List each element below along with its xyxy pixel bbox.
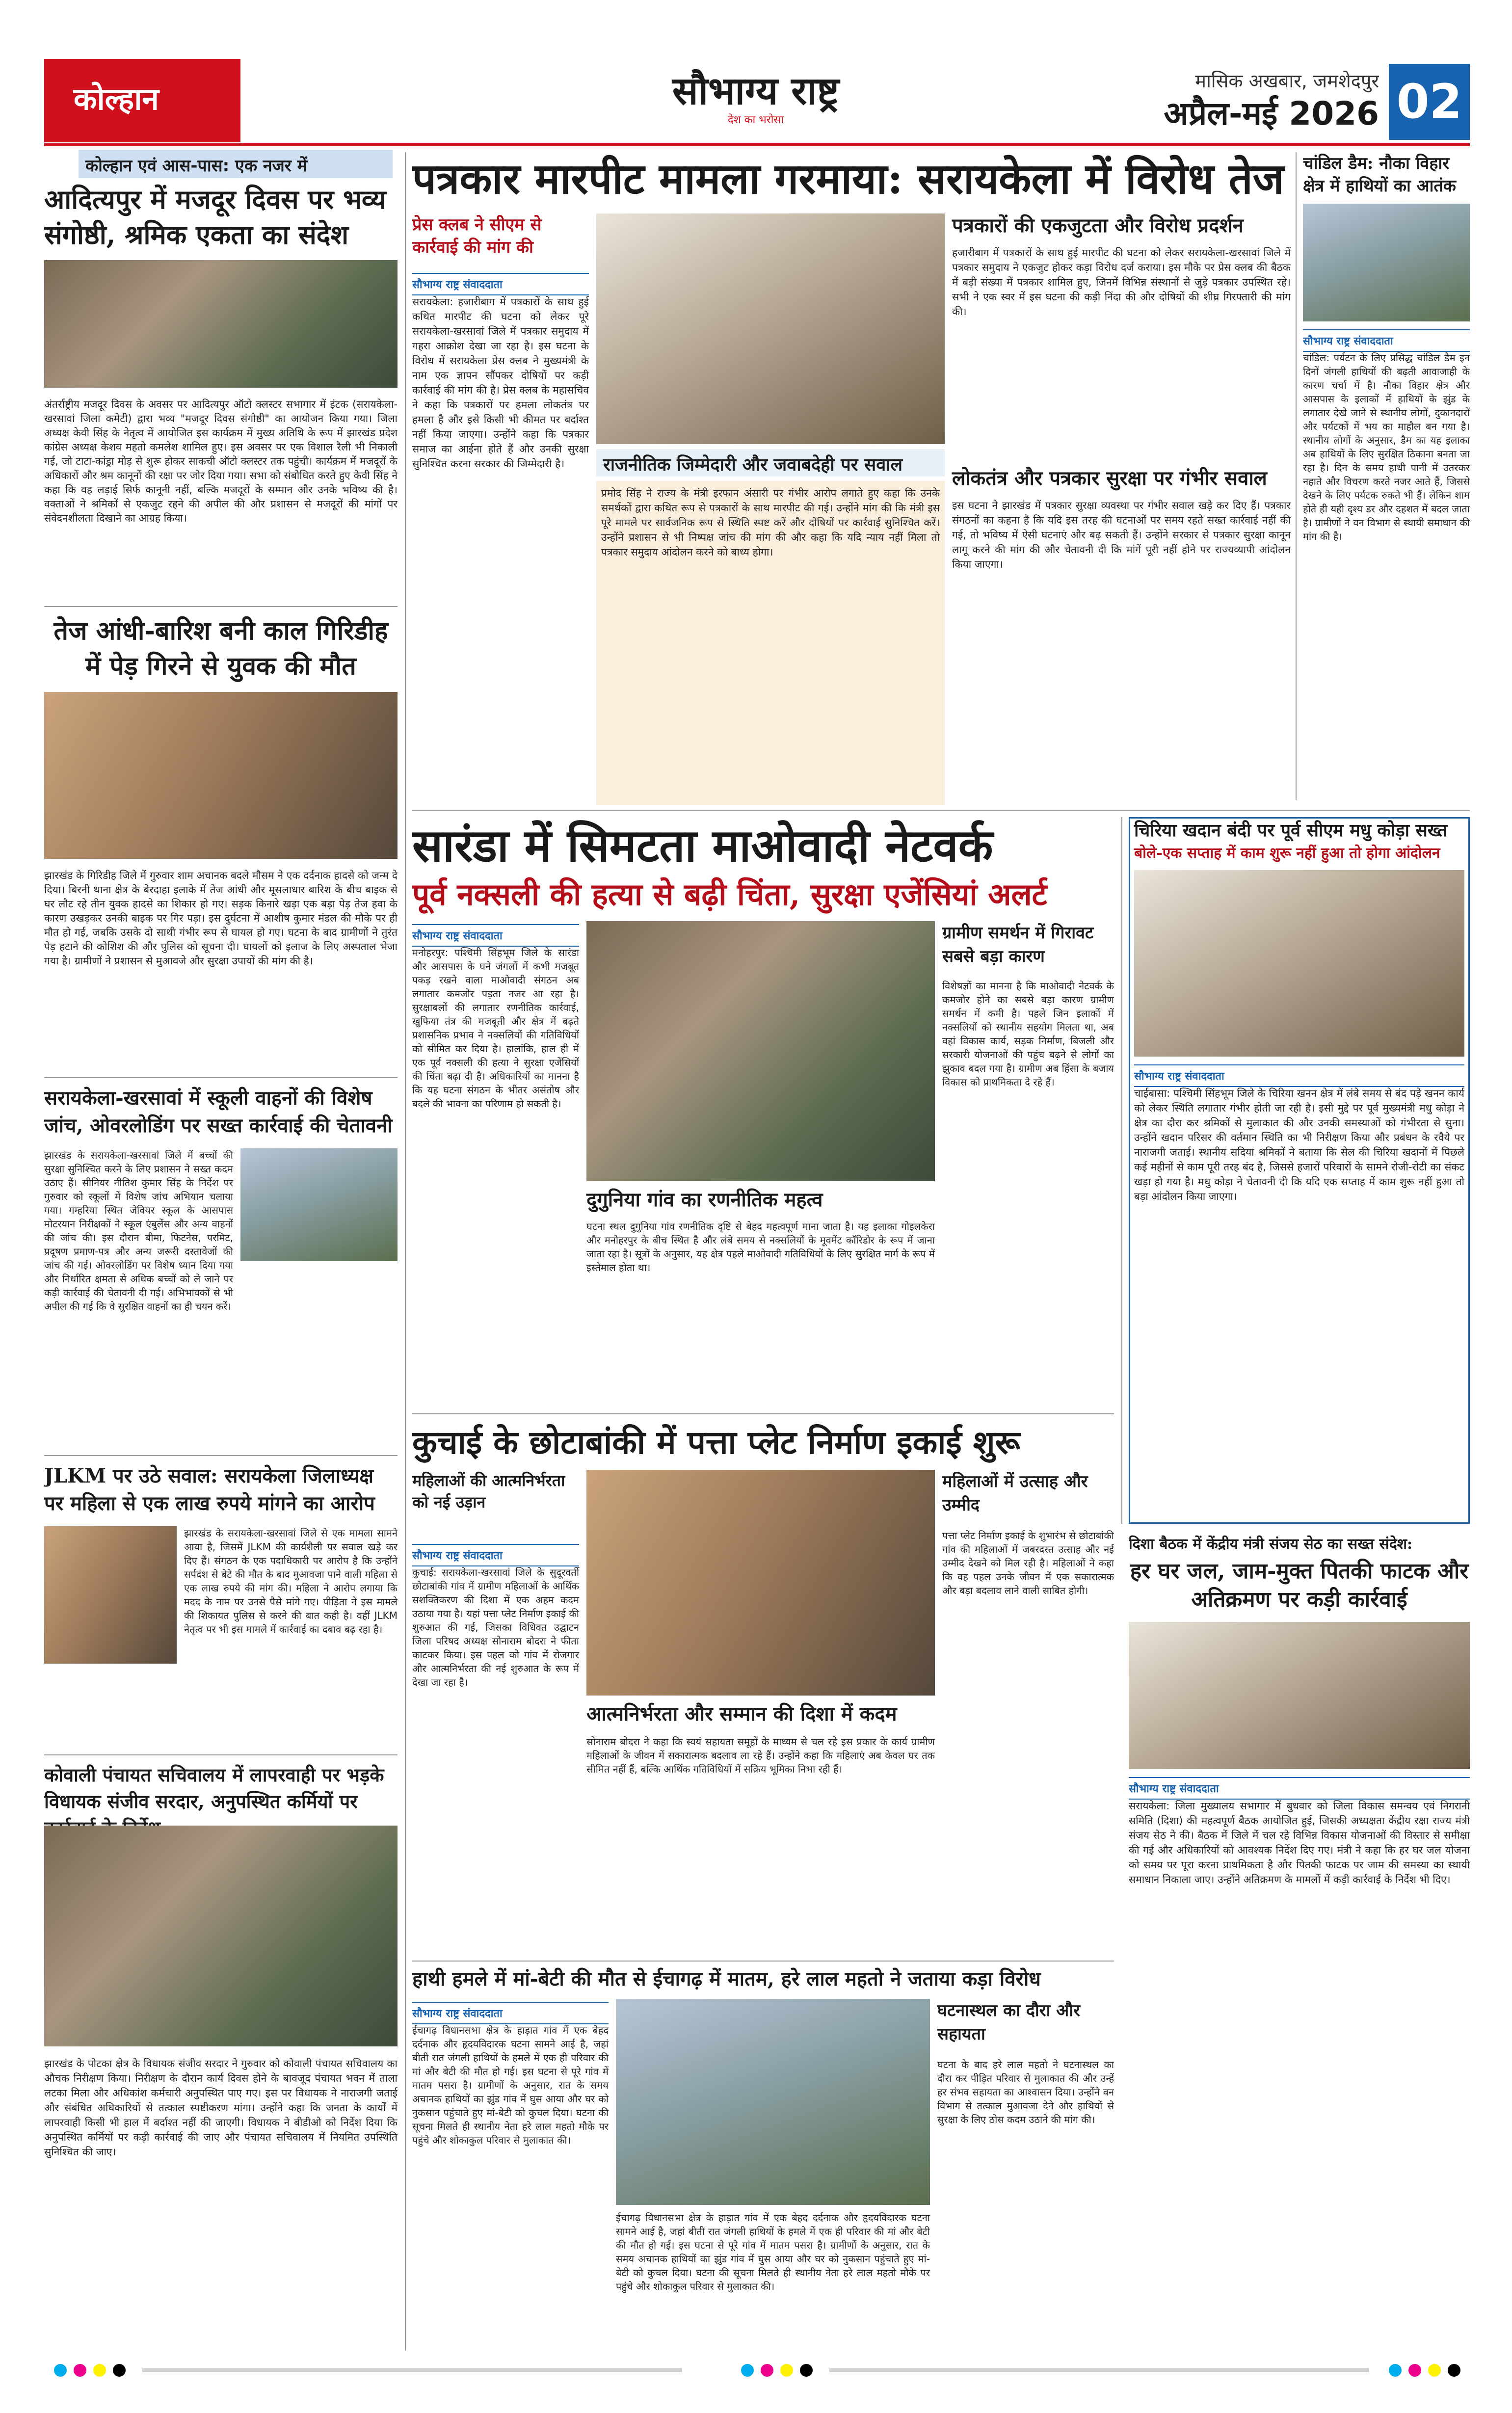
divider bbox=[412, 810, 1470, 811]
registration-dot bbox=[74, 2364, 86, 2377]
masthead-rule bbox=[44, 143, 1470, 146]
kuchai-kicker: महिलाओं की आत्मनिर्भरता को नई उड़ान bbox=[412, 1471, 565, 1511]
maoist-headline: सारंडा में सिमटता माओवादी नेटवर्क bbox=[412, 819, 993, 872]
labour-article bbox=[44, 182, 398, 604]
chiriya-headline: चिरिया खदान बंदी पर पूर्व सीएम मधु कोड़ा सख्त bbox=[1134, 820, 1448, 841]
jlkm-headline: JLKM पर उठे सवाल: सरायकेला जिलाध्यक्ष पर महिला से एक लाख रुपये मांगने का आरोप bbox=[44, 1464, 375, 1515]
school-body: झारखंड के सरायकेला-खरसावां जिले में बच्चों की सुरक्षा सुनिश्चित करने के लिए प्रशासन ने सख्त कदम उठाए हैं। सीनियर नीतिश कुमार सिंह के निर्देश पर गुरुवार को स्कूलों में विशेष जांच अभियान चलाया गया। गम्हरिया स्थित जेवियर स्कूल के आसपास मोटरयान निरीक्षकों ने स्कूल एंबुलेंस और अन्य वाहनों की जांच की। इस दौरान बीमा, फिटनेस, परमिट, प्रदूषण प्रमाण-पत्र और अन्य जरूरी दस्तावेजों की जांच की गई। ओवरलोडिंग पर विशेष ध्यान दिया गया और निर्धारित क्षमता से अधिक बच्चों को ले जाने पर कड़ी कार्रवाई की चेतावनी दी गई। अभिभावकों से भी अपील की गई कि वे सुरक्षित वाहनों का ही चयन करें। bbox=[44, 1149, 233, 1312]
kuchai-headline: कुचाई के छोटाबांकी में पत्ता प्लेट निर्माण इकाई शुरू bbox=[412, 1423, 1020, 1461]
ichagarh-article bbox=[412, 1965, 1114, 2348]
maoist-sub1-body: घटना स्थल दुगुनिया गांव रणनीतिक दृष्टि से बेहद महत्वपूर्ण माना जाता है। यह इलाका गोइलकेरा और मनोहरपुर के बीच स्थित है और लंबे समय से नक्सलियों के मूवमेंट कॉरिडोर के रूप में जाना जाता रहा है। सूत्रों के अनुसार, यह क्षेत्र पहले माओवादी गतिविधियों के लिए सुरक्षित मार्ग के रूप में इस्तेमाल होता था। bbox=[586, 1220, 935, 1273]
press-photo bbox=[596, 213, 945, 444]
jlkm-photo bbox=[44, 1526, 177, 1664]
registration-dot bbox=[1428, 2364, 1441, 2377]
maoist-photo bbox=[586, 921, 935, 1181]
registration-strip bbox=[142, 2368, 682, 2372]
kuchai-sub1-body: सोनाराम बोदरा ने कहा कि स्वयं सहायता समूहों के माध्यम से चल रहे इस प्रकार के कार्य ग्रामीण महिलाओं के जीवन में सकारात्मक बदलाव ला रहे हैं। उन्होंने कहा कि महिलाएं अब केवल घर तक सीमित नहीं हैं, बल्कि आर्थिक गतिविधियों में सक्रिय भूमिका निभा रही हैं। bbox=[586, 1736, 935, 1775]
storm-body: झारखंड के गिरिडीह जिले में गुरुवार शाम अचानक बदले मौसम ने एक दर्दनाक हादसे को जन्म दे दिया। बिरनी थाना क्षेत्र के बेरदाहा इलाके में तेज आंधी और मूसलाधार बारिश के बीच बाइक से घर लौट रहे तीन युवक हादसे का शिकार हो गए। सड़क किनारे खड़ा एक बड़ा पेड़ तेज हवा के कारण उखड़कर उनकी बाइक पर गिर पड़ा। इस दुर्घटना में आशीष कुमार मंडल की मौके पर ही मौत हो गई, जबकि उसके दो साथी गंभीर रूप से घायल हो गए। घटना के बाद ग्रामीणों ने तुरंत पेड़ हटाने की कोशिश की और पुलिस को सूचना दी। घायलों को इलाज के लिए अस्पताल भेजा गया है। ग्रामीणों ने प्रशासन से मुआवजे और सुरक्षा उपायों की मांग की है। bbox=[44, 870, 398, 967]
kuchai-body: कुचाई: सरायकेला-खरसावां जिले के सुदूरवर्ती छोटाबांकी गांव में ग्रामीण महिलाओं के आर्थिक सशक्तिकरण की दिशा में एक अहम कदम उठाया गया है। यहां पत्ता प्लेट निर्माण इकाई की शुरुआत की गई, जिसका विधिवत उद्घाटन जिला परिषद अध्यक्ष सोनाराम बोदरा ने फीता काटकर किया। इस पहल को गांव में रोजगार और आत्मनिर्भरता की नई शुरुआत के रूप में देखा जा रहा है। bbox=[412, 1566, 579, 1688]
kowali-body: झारखंड के पोटका क्षेत्र के विधायक संजीव सरदार ने गुरुवार को कोवाली पंचायत सचिवालय का औचक निरीक्षण किया। निरीक्षण के दौरान कार्य दिवस होने के बावजूद पंचायत भवन में ताला लटका मिला और अधिकांश कर्मचारी अनुपस्थित पाए गए। इस पर विधायक ने नाराजगी जताई और संबंधित अधिकारियों से तत्काल स्पष्टीकरण मांगा। उन्होंने कहा कि जनता के कार्यों में लापरवाही किसी भी हाल में बर्दाश्त नहीं की जाएगी। विधायक ने बीडीओ को निर्देश दिया कि अनुपस्थित कर्मियों पर कड़ी कार्रवाई की जाए और पंचायत सचिवालय में नियमित उपस्थिति सुनिश्चित की जाए। bbox=[44, 2058, 398, 2158]
column-divider bbox=[1121, 817, 1122, 1524]
registration-dot bbox=[741, 2364, 754, 2377]
labour-photo bbox=[44, 260, 398, 388]
press-kicker: प्रेस क्लब ने सीएम से कार्रवाई की मांग की bbox=[412, 215, 542, 257]
section-tag: कोल्हान bbox=[44, 59, 240, 142]
ichagarh-headline: हाथी हमले में मां-बेटी की मौत से ईचागढ़ में मातम, हरे लाल महतो ने जताया कड़ा विरोध bbox=[412, 1967, 1041, 1990]
labour-body: अंतर्राष्ट्रीय मजदूर दिवस के अवसर पर आदित्यपुर ऑटो क्लस्टर सभागार में इंटक (सरायकेला-खरसावां जिला कमेटी) द्वारा भव्य "मजदूर दिवस संगोष्ठी" का आयोजन किया गया। जिला अध्यक्ष केवी सिंह के नेतृत्व में आयोजित इस कार्यक्रम में मुख्य अतिथि के रूप में झारखंड प्रदेश कांग्रेस अध्यक्ष केशव महतो कमलेश शामिल हुए। इस अवसर पर एक विशाल रैली भी निकाली गई, जो टाटा-कांड्रा मोड़ से शुरू होकर साकची ऑटो क्लस्टर तक पहुंची। कार्यक्रम में मजदूरों के अधिकारों और श्रम कानूनों की रक्षा पर जोर दिया गया। सभा को संबोधित करते हुए केवी सिंह ने कहा कि वह लड़ाई सिर्फ कानूनी नहीं, बल्कि मजदूरों के सम्मान और उनके भविष्य की है। वक्ताओं ने श्रमिकों से एकजुट रहने की अपील की और प्रशासन से मजदूरों की मांगों पर संवेदनशीलता दिखाने का आग्रह किया। bbox=[44, 398, 398, 524]
ichagarh-body: ईचागढ़ विधानसभा क्षेत्र के हाड़ात गांव में एक बेहद दर्दनाक और हृदयविदारक घटना सामने आई है, जहां बीती रात जंगली हाथियों के हमले में एक ही परिवार की मां और बेटी की मौत हो गई। इस घटना से पूरे गांव में मातम पसरा है। ग्रामीणों के अनुसार, रात के समय अचानक हाथियों का झुंड गांव में घुस आया और घर को नुकसान पहुंचाते हुए मां-बेटी को कुचल दिया। घटना की सूचना मिलते ही स्थानीय नेता हरे लाल महतो मौके पर पहुंचे और शोकाकुल परिवार से मुलाकात की। bbox=[412, 2024, 609, 2146]
ichagarh-sub1-body: घटना के बाद हरे लाल महतो ने घटनास्थल का दौरा कर पीड़ित परिवार से मुलाकात की और उन्हें हर संभव सहायता का आश्वासन दिया। उन्होंने वन विभाग से तत्काल मुआवजा देने और हाथियों से सुरक्षा के लिए ठोस कदम उठाने की मांग की। bbox=[937, 2059, 1114, 2125]
divider bbox=[412, 1961, 1114, 1962]
kowali-article bbox=[44, 1762, 398, 2346]
disha-article bbox=[1129, 1534, 1470, 2348]
print-registration-bar bbox=[44, 2356, 1470, 2385]
school-headline: सरायकेला-खरसावां में स्कूली वाहनों की विशेष जांच, ओवरलोडिंग पर सख्त कार्रवाई की चेतावनी bbox=[44, 1087, 393, 1137]
storm-headline: तेज आंधी-बारिश बनी काल गिरिडीह में पेड़ गिरने से युवक की मौत bbox=[53, 616, 388, 681]
edition-label: मासिक अखबार, जमशेदपुर bbox=[1195, 70, 1379, 92]
disha-photo bbox=[1129, 1622, 1470, 1769]
divider bbox=[44, 1455, 398, 1456]
logo-text: सौभाग्य राष्ट्र bbox=[672, 69, 839, 113]
chandil-byline: सौभाग्य राष्ट्र संवाददाता bbox=[1303, 329, 1470, 352]
ichagarh-byline: सौभाग्य राष्ट्र संवाददाता bbox=[412, 2002, 609, 2024]
chiriya-photo bbox=[1134, 870, 1464, 1057]
chandil-article bbox=[1303, 152, 1470, 800]
ichagarh-sub1-heading: घटनास्थल का दौरा और सहायता bbox=[937, 2001, 1080, 2044]
registration-dot bbox=[1408, 2364, 1421, 2377]
school-photo bbox=[240, 1148, 398, 1261]
registration-dot bbox=[1448, 2364, 1460, 2377]
registration-dot bbox=[800, 2364, 813, 2377]
school-article bbox=[44, 1085, 398, 1453]
kuchai-sub2-heading: महिलाओं में उत्साह और उम्मीद bbox=[942, 1472, 1088, 1515]
registration-dot bbox=[54, 2364, 67, 2377]
kuchai-sub1-heading: आत्मनिर्भरता और सम्मान की दिशा में कदम bbox=[586, 1702, 897, 1725]
disha-body: सरायकेला: जिला मुख्यालय सभागार में बुधवार को जिला विकास समन्वय एवं निगरानी समिति (दिशा) की महत्वपूर्ण बैठक आयोजित हुई, जिसकी अध्यक्षता केंद्रीय रक्षा राज्य मंत्री संजय सेठ ने की। बैठक में जिले में चल रहे विभिन्न विकास योजनाओं की विस्तार से समीक्षा की गई और अधिकारियों को आवश्यक निर्देश दिए गए। मंत्री ने कहा कि हर घर जल योजना को समय पर पूरा करना प्राथमिकता है और पितकी फाटक पर जाम की समस्या का स्थायी समाधान निकाला जाए। उन्होंने अतिक्रमण के मामलों में कड़ी कार्रवाई के निर्देश भी दिए। bbox=[1129, 1800, 1470, 1885]
press-article bbox=[412, 152, 1291, 810]
kuchai-byline: सौभाग्य राष्ट्र संवाददाता bbox=[412, 1544, 579, 1566]
press-headline: पत्रकार मारपीट मामला गरमाया: सरायकेला में विरोध तेज bbox=[412, 154, 1284, 204]
press-sub1-body: प्रमोद सिंह ने राज्य के मंत्री इरफान अंसारी पर गंभीर आरोप लगाते हुए कहा कि उनके समर्थकों द्वारा कथित रूप से पत्रकारों के साथ मारपीट की गई। उन्होंने मांग की कि मंत्री इस पूरे मामले पर सार्वजनिक रूप से स्थिति स्पष्ट करें और दोषियों पर कार्रवाई सुनिश्चित करें। उन्होंने प्रशासन से भी निष्पक्ष जांच की मांग की और कहा कि यदि न्याय नहीं मिला तो पत्रकार समुदाय आंदोलन करने को बाध्य होगा। bbox=[596, 481, 945, 805]
kuchai-sub2-body: पत्ता प्लेट निर्माण इकाई के शुभारंभ से छोटाबांकी गांव की महिलाओं में जबरदस्त उत्साह और नई उम्मीद देखने को मिल रही है। महिलाओं ने कहा कि वह पहल उनके जीवन में एक सकारात्मक और बड़ा बदलाव लाने वाली साबित होगी। bbox=[942, 1530, 1114, 1596]
kuchai-article bbox=[412, 1421, 1114, 1956]
edition-date: अप्रैल-मई 2026 bbox=[1164, 95, 1379, 133]
maoist-sub2-heading: ग्रामीण समर्थन में गिरावट सबसे बड़ा कारण bbox=[942, 923, 1094, 966]
chandil-photo bbox=[1303, 204, 1470, 321]
column-divider bbox=[405, 152, 406, 2351]
page-number: 02 bbox=[1389, 64, 1470, 140]
press-sub3-body: इस घटना ने झारखंड में पत्रकार सुरक्षा व्यवस्था पर गंभीर सवाल खड़े कर दिए हैं। पत्रकार संगठनों का कहना है कि यदि इस तरह की घटनाओं पर समय रहते सख्त कार्रवाई नहीं की गई, तो भविष्य में ऐसी घटनाएं और बढ़ सकती हैं। उन्होंने सरकार से पत्रकार सुरक्षा कानून लागू करने की मांग की और चेतावनी दी कि मांगें पूरी नहीं होने पर राज्यव्यापी आंदोलन किया जाएगा। bbox=[952, 500, 1291, 570]
registration-dot bbox=[1389, 2364, 1402, 2377]
labour-headline: आदित्यपुर में मजदूर दिवस पर भव्य संगोष्ठी, श्रमिक एकता का संदेश bbox=[44, 184, 386, 250]
disha-headline: दिशा बैठक में केंद्रीय मंत्री संजय सेठ का सख्त संदेश: bbox=[1129, 1536, 1413, 1553]
press-sub2-body: हजारीबाग में पत्रकारों के साथ हुई मारपीट की घटना को लेकर सरायकेला-खरसावां जिले में पत्रकार समुदाय ने एकजुट होकर कड़ा विरोध दर्ज कराया। इस मौके पर प्रेस क्लब की बैठक में बड़ी संख्या में पत्रकार शामिल हुए, जिनमें विभिन्न संस्थानों से जुड़े पत्रकार उपस्थित रहे। सभी ने एक स्वर में इस घटना की कड़ी निंदा की और दोषियों की शीघ्र गिरफ्तारी की मांग की। bbox=[952, 247, 1291, 318]
kuchai-photo bbox=[586, 1470, 935, 1696]
press-byline: सौभाग्य राष्ट्र संवाददाता bbox=[412, 273, 589, 295]
registration-dot bbox=[113, 2364, 126, 2377]
ichagarh-photo-note: ईचागढ़ विधानसभा क्षेत्र के हाड़ात गांव में एक बेहद दर्दनाक और हृदयविदारक घटना सामने आई है, जहां बीती रात जंगली हाथियों के हमले में एक ही परिवार की मां और बेटी की मौत हो गई। इस घटना से पूरे गांव में मातम पसरा है। ग्रामीणों के अनुसार, रात के समय अचानक हाथियों का झुंड गांव में घुस आया और घर को नुकसान पहुंचाते हुए मां-बेटी को कुचल दिया। घटना की सूचना मिलते ही स्थानीय नेता हरे लाल महतो मौके पर पहुंचे और शोकाकुल परिवार से मुलाकात की। bbox=[616, 2212, 930, 2292]
registration-dot bbox=[93, 2364, 106, 2377]
chandil-body: चांडिल: पर्यटन के लिए प्रसिद्ध चांडिल डैम इन दिनों जंगली हाथियों की बढ़ती आवाजाही के कारण चर्चा में है। नौका विहार क्षेत्र और आसपास के इलाकों में हाथियों के झुंड के लगातार देखे जाने से स्थानीय लोगों, दुकानदारों और पर्यटकों में भय का माहौल बन गया है। स्थानीय लोगों के अनुसार, डैम का यह इलाका अब हाथियों के लिए सुरक्षित ठिकाना बनता जा रहा है। दिन के समय हाथी पानी में उतरकर नहाते और विचरण करते नजर आते हैं, जिससे देखने के लिए पर्यटक रुकते भी हैं। लेकिन शाम होते ही यही दृश्य डर और दहशत में बदल जाता है। ग्रामीणों ने वन विभाग से स्थायी समाधान की मांग की है। bbox=[1303, 352, 1470, 542]
ichagarh-photo bbox=[616, 1999, 930, 2205]
chiriya-deck: बोले-एक सप्ताह में काम शुरू नहीं हुआ तो होगा आंदोलन bbox=[1134, 845, 1440, 862]
press-sub3-heading: लोकतंत्र और पत्रकार सुरक्षा पर गंभीर सवाल bbox=[952, 467, 1267, 490]
maoist-byline: सौभाग्य राष्ट्र संवाददाता bbox=[412, 924, 579, 947]
kowali-photo bbox=[44, 1826, 398, 2046]
maoist-article bbox=[412, 817, 1114, 1406]
maoist-sub1-heading: दुगुनिया गांव का रणनीतिक महत्व bbox=[586, 1188, 823, 1211]
storm-photo bbox=[44, 692, 398, 859]
chandil-headline: चांडिल डैम: नौका विहार क्षेत्र में हाथियों का आतंक bbox=[1303, 154, 1456, 196]
press-sub2-heading: पत्रकारों की एकजुटता और विरोध प्रदर्शन bbox=[952, 214, 1244, 237]
logo-tagline: देश का भरोसा bbox=[728, 114, 784, 126]
masthead-logo bbox=[628, 69, 883, 128]
press-sub1-heading: राजनीतिक जिम्मेदारी और जवाबदेही पर सवाल bbox=[596, 449, 945, 477]
divider bbox=[44, 1754, 398, 1755]
divider bbox=[412, 1413, 1114, 1414]
kowali-headline: कोवाली पंचायत सचिवालय में लापरवाही पर भड़के विधायक संजीव सरदार, अनुपस्थित कर्मियों पर bbox=[44, 1764, 384, 1812]
maoist-sub2-body: विशेषज्ञों का मानना है कि माओवादी नेटवर्क के कमजोर होने का सबसे बड़ा कारण ग्रामीण समर्थन में कमी है। पहले जिन इलाकों में नक्सलियों को स्थानीय सहयोग मिलता था, अब वहां विकास कार्य, सड़क निर्माण, बिजली और सरकारी योजनाओं की पहुंच बढ़ने से लोगों का झुकाव बदल गया है। ग्रामीण अब हिंसा के बजाय विकास को प्राथमिकता दे रहे हैं। bbox=[942, 980, 1114, 1088]
chiriya-article bbox=[1129, 817, 1470, 1524]
disha-deck: हर घर जल, जाम-मुक्त पितकी फाटक और अतिक्रमण पर कड़ी कार्रवाई bbox=[1130, 1559, 1469, 1612]
registration-strip bbox=[829, 2368, 1369, 2372]
divider bbox=[44, 1077, 398, 1078]
column-divider bbox=[1296, 152, 1297, 800]
edition-info bbox=[1129, 69, 1379, 137]
storm-article bbox=[44, 613, 398, 1075]
press-body: सरायकेला: हजारीबाग में पत्रकारों के साथ हुई कथित मारपीट की घटना को लेकर पूरे सरायकेला-खरसावां जिले में पत्रकार समुदाय में गहरा आक्रोश देखा जा रहा है। इस घटना के विरोध में सरायकेला प्रेस क्लब ने मुख्यमंत्री के नाम एक ज्ञापन सौंपकर दोषियों पर कड़ी कार्रवाई की मांग की है। प्रेस क्लब के महासचिव ने कहा कि पत्रकारों पर हमला लोकतंत्र पर हमला है और इसे किसी भी कीमत पर बर्दाश्त नहीं किया जाएगा। उन्होंने कहा कि पत्रकार समाज का आईना होते हैं और उनकी सुरक्षा सुनिश्चित करना सरकार की जिम्मेदारी है। bbox=[412, 296, 589, 470]
chiriya-body: चाईबासा: पश्चिमी सिंहभूम जिले के चिरिया खनन क्षेत्र में लंबे समय से बंद पड़े खनन कार्य को लेकर स्थिति लगातार गंभीर होती जा रही है। इसी मुद्दे पर पूर्व मुख्यमंत्री मधु कोड़ा ने क्षेत्र का दौरा कर श्रमिकों से मुलाकात की और उनकी समस्याओं को गंभीरता से सुना। उन्होंने खदान परिसर की वर्तमान स्थिति का भी निरीक्षण किया और प्रबंधन के रवैये पर नाराजगी जताई। स्थानीय सदिया श्रमिकों ने बताया कि सेल की चिरिया खदानों में पिछले कई महीनों से काम पूरी तरह बंद है, जिससे हजारों परिवारों के सामने रोजी-रोटी का संकट खड़ा हो गया है। मधु कोड़ा ने चेतावनी दी कि यदि एक सप्ताह में काम शुरू नहीं हुआ तो बड़ा आंदोलन किया जाएगा। bbox=[1134, 1087, 1464, 1202]
chiriya-byline: सौभाग्य राष्ट्र संवाददाता bbox=[1134, 1064, 1464, 1087]
jlkm-article bbox=[44, 1462, 398, 1752]
jlkm-body: झारखंड के सरायकेला-खरसावां जिले से एक मामला सामने आया है, जिसमें JLKM की कार्यशैली पर सवाल खड़े कर दिए हैं। संगठन के एक पदाधिकारी पर आरोप है कि उन्होंने सर्पदंश से बेटे की मौत के बाद मुआवजा पाने वाली महिला से एक लाख रुपये की मांग की। महिला ने आरोप लगाया कि मदद के नाम पर उनसे पैसे मांगे गए। पीड़िता ने इस मामले की शिकायत पुलिस से करने की बात कही है। वहीं JLKM नेतृत्व पर भी इस मामले में कार्रवाई का दबाव बढ़ रहा है। bbox=[184, 1527, 398, 1635]
maoist-body: मनोहरपुर: पश्चिमी सिंहभूम जिले के सारंडा और आसपास के घने जंगलों में कभी मजबूत पकड़ रखने वाला माओवादी संगठन अब लगातार कमजोर पड़ता नजर आ रहा है। सुरक्षाबलों की लगातार रणनीतिक कार्रवाई, खुफिया तंत्र की मजबूती और क्षेत्र में बढ़ते प्रशासनिक प्रभाव ने नक्सलियों की गतिविधियों को सीमित कर दिया है। हालांकि, हाल ही में एक पूर्व नक्सली की हत्या ने सुरक्षा एजेंसियों की चिंता बढ़ा दी है। अधिकारियों का मानना है कि यह घटना संगठन के भीतर असंतोष और बदले की भावना का परिणाम हो सकती है। bbox=[412, 947, 579, 1110]
registration-dot bbox=[761, 2364, 773, 2377]
section-banner: कोल्हान एवं आस-पास: एक नजर में bbox=[79, 150, 393, 178]
divider bbox=[44, 606, 398, 607]
registration-dot bbox=[780, 2364, 793, 2377]
disha-byline: सौभाग्य राष्ट्र संवाददाता bbox=[1129, 1777, 1470, 1800]
maoist-deck: पूर्व नक्सली की हत्या से बढ़ी चिंता, सुरक्षा एजेंसियां अलर्ट bbox=[412, 876, 1047, 912]
